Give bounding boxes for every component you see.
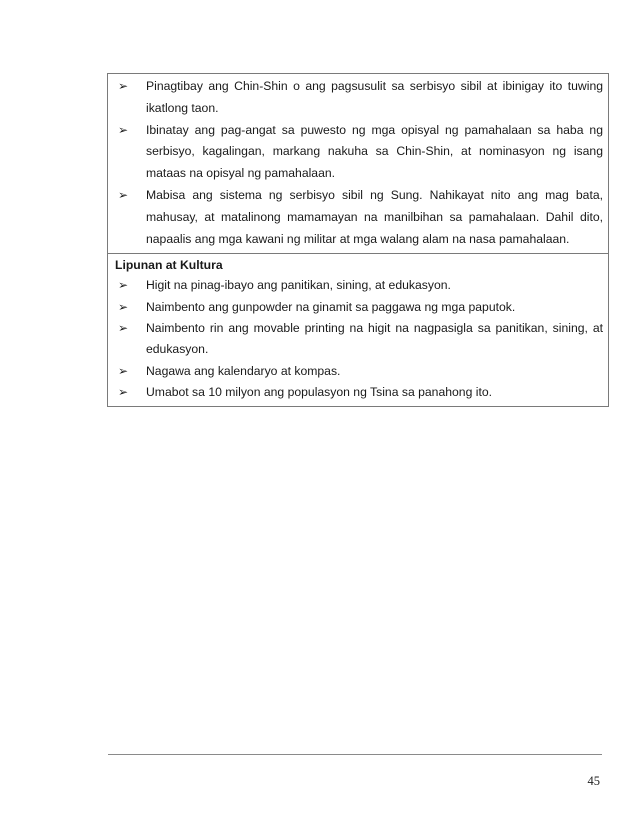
list-item-text: Higit na pinag-ibayo ang panitikan, sining, at edukasyon.: [146, 278, 451, 293]
list-item-text: Naimbento ang gunpowder na ginamit sa paggawa ng mga paputok.: [146, 299, 516, 314]
list-item: [115, 382, 603, 403]
table-row-society-culture: [108, 253, 608, 406]
list-item-text: Naimbento rin ang movable printing na higit na nagpasigla sa panitikan, sining, at edukasyon.: [146, 320, 603, 357]
list-item-text: Ibinatay ang pag-angat sa puwesto ng mga opisyal ng pamahalaan sa haba ng serbisyo, kagalingan, markang nakuha sa Chin-Shin, at nominasyon ng isang mataas na opisyal ng pamahalaan.: [146, 122, 603, 181]
list-item: [115, 275, 603, 296]
bullet-list: [115, 76, 603, 250]
list-item-text: Pinagtibay ang Chin-Shin o ang pagsusulit sa serbisyo sibil at ibinigay ito tuwing ikatlong taon.: [146, 79, 603, 115]
arrow-bullet-icon: ➢: [118, 79, 129, 93]
list-item-text: Nagawa ang kalendaryo at kompas.: [146, 363, 341, 378]
arrow-bullet-icon: ➢: [118, 363, 129, 378]
arrow-bullet-icon: ➢: [118, 187, 129, 202]
arrow-bullet-icon: ➢: [118, 384, 129, 399]
footer-divider: [108, 754, 602, 755]
table-row-government: [108, 74, 608, 253]
list-item-text: Mabisa ang sistema ng serbisyo sibil ng Sung. Nahikayat nito ang mag bata, mahusay, at matalinong mamamayan na manilbihan sa pamahalaan. Dahil dito, napaalis ang mga kawani ng militar at mga walang alam na nasa pamahalaan.: [146, 187, 603, 246]
arrow-bullet-icon: ➢: [118, 320, 129, 335]
list-item: [115, 76, 603, 120]
arrow-bullet-icon: ➢: [118, 122, 129, 137]
list-item: [115, 120, 603, 185]
section-title: Lipunan at Kultura: [115, 258, 223, 273]
list-item-text: Umabot sa 10 milyon ang populasyon ng Tsina sa panahong ito.: [146, 384, 492, 399]
content-table: [107, 73, 609, 407]
bullet-list: [115, 275, 603, 403]
arrow-bullet-icon: ➢: [118, 278, 129, 293]
list-item: [115, 318, 603, 361]
page-number: 45: [587, 774, 600, 788]
arrow-bullet-icon: ➢: [118, 299, 129, 314]
list-item: [115, 297, 603, 318]
list-item: [115, 361, 603, 382]
list-item: [115, 185, 603, 250]
